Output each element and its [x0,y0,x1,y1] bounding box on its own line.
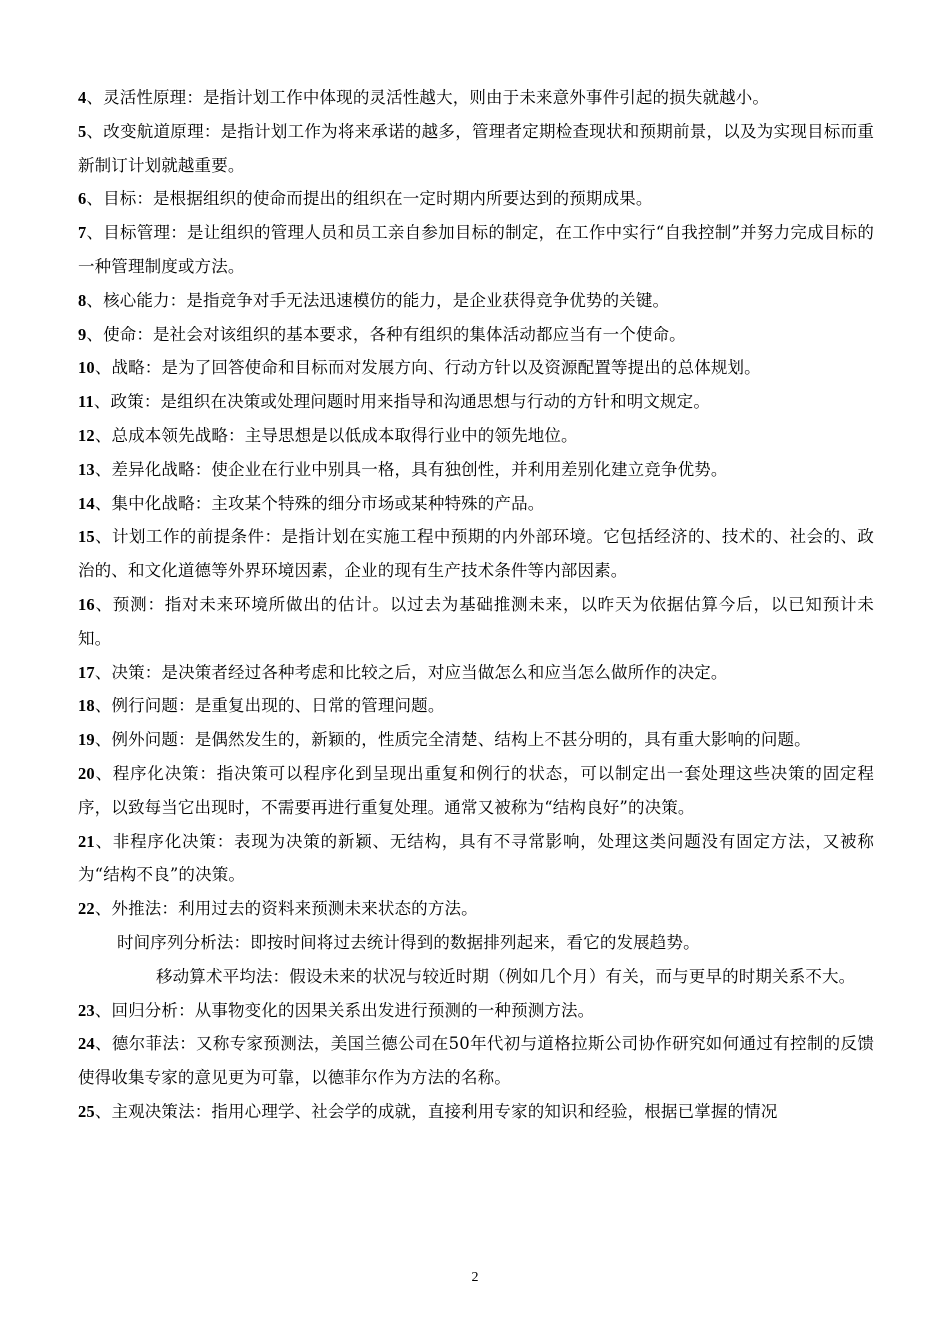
entry-text: 是社会对该组织的基本要求，各种有组织的集体活动都应当有一个使命。 [153,324,686,344]
definition-entry-13 [78,453,874,487]
sub-entry-text: 移动算术平均法：假设未来的状况与较近时期（例如几个月）有关，而与更早的时期关系不大。 [156,966,856,986]
entry-text: 又称专家预测法，美国兰德公司在50年代初与道格拉斯公司协作研究如何通过有控制的反馈使得收集专家的意见更为可靠，以德菲尔作为方法的名称。 [78,1034,874,1088]
entry-text: 指对未来环境所做出的估计。以过去为基础推测未来，以昨天为依据估算今后，以已知预计未知。 [78,594,874,648]
entry-number: 25 [78,1101,95,1121]
entry-colon: ： [186,88,203,107]
entry-separator: 、 [94,1101,112,1121]
entry-colon: ： [194,459,212,479]
definition-entry-4 [78,81,874,115]
entry-number: 11 [78,392,94,412]
page-number: 2 [471,1270,479,1285]
definition-entry-11 [78,385,874,419]
entry-colon: ： [144,662,162,682]
definition-entry-19 [78,723,874,757]
entry-number: 7 [78,223,87,243]
entry-colon: ： [216,831,235,851]
entry-term: 目标 [103,189,137,209]
entry-term: 非程序化决策 [112,831,217,851]
entry-separator: 、 [94,527,113,547]
entry-number: 12 [78,425,95,445]
sub-definition-moving-average [78,960,874,994]
entry-colon: ： [161,899,179,919]
entry-term: 回归分析 [111,1000,179,1020]
entry-number: 16 [78,594,95,614]
entry-number: 6 [78,189,87,209]
entry-text: 是指计划工作中体现的灵活性越大，则由于未来意外事件引起的损失就越小。 [202,88,770,107]
definition-entry-16 [78,588,874,656]
entry-text: 利用过去的资料来预测未来状态的方法。 [178,899,478,919]
entry-text: 主导思想是以低成本取得行业中的领先地位。 [244,425,578,445]
entry-number: 14 [78,493,95,513]
entry-separator: 、 [86,223,104,243]
sub-entry-text: 时间序列分析法：即按时间将过去统计得到的数据排列起来，看它的发展趋势。 [117,932,700,952]
entry-number: 20 [78,763,95,783]
definition-entry-14 [78,487,874,521]
entry-text: 是指计划工作为将来承诺的越多，管理者定期检查现状和预期前景，以及为实现目标而重新制订计划就越重要。 [78,121,874,175]
definition-entry-12 [78,419,874,453]
entry-separator: 、 [94,594,113,614]
entry-separator: 、 [94,1000,112,1020]
entry-number: 15 [78,527,95,547]
entry-colon: ： [264,527,282,547]
entry-term: 德尔菲法 [111,1034,180,1054]
entry-number: 10 [78,358,95,378]
entry-number: 13 [78,459,95,479]
entry-term: 例行问题 [111,696,179,716]
entry-text: 从事物变化的因果关系出发进行预测的一种预测方法。 [194,1000,595,1020]
entry-term: 使命 [103,324,137,344]
entry-separator: 、 [94,899,112,919]
entry-term: 目标管理 [103,223,171,243]
entry-term: 集中化战略 [111,493,195,513]
entry-text: 指决策可以程序化到呈现出重复和例行的状态，可以制定出一套处理这些决策的固定程序，以致每当它出现时，不需要再进行重复处理。通常又被称为“结构良好”的决策。 [78,763,875,817]
entry-colon: ： [144,358,162,378]
entry-separator: 、 [94,459,112,479]
definition-entry-5 [78,115,874,183]
entry-colon: ： [178,1000,195,1020]
entry-separator: 、 [94,831,113,851]
entry-separator: 、 [93,392,111,412]
entry-separator: 、 [86,189,104,209]
entry-term: 决策 [111,662,145,682]
entry-separator: 、 [94,1034,112,1054]
entry-text: 主攻某个特殊的细分市场或某种特殊的产品。 [211,493,545,513]
entry-text: 是重复出现的、日常的管理问题。 [194,696,445,716]
entry-colon: ： [194,1101,212,1121]
definition-entry-25 [78,1095,874,1129]
entry-term: 战略 [111,358,145,378]
entry-number: 22 [78,899,95,919]
sub-definition-time-series [78,926,874,960]
entry-term: 程序化决策 [112,763,200,783]
entry-separator: 、 [94,696,112,716]
entry-colon: ： [136,324,154,344]
entry-number: 8 [78,290,87,310]
entry-separator: 、 [94,425,112,445]
entry-separator: 、 [86,88,104,107]
entry-separator: 、 [94,763,113,783]
entry-term: 例外问题 [111,730,179,750]
entry-term: 计划工作的前提条件 [112,527,265,547]
entry-text: 使企业在行业中别具一格，具有独创性，并利用差别化建立竞争优势。 [211,459,728,479]
entry-separator: 、 [86,290,104,310]
entry-separator: 、 [94,358,112,378]
entry-term: 核心能力 [103,290,170,310]
entry-colon: ： [179,1034,197,1054]
entry-term: 总成本领先战略 [111,425,229,445]
entry-separator: 、 [86,324,104,344]
entry-text: 是根据组织的使命而提出的组织在一定时期内所要达到的预期成果。 [153,189,653,209]
entry-number: 9 [78,324,87,344]
entry-colon: ： [143,392,161,412]
entry-number: 19 [78,730,95,750]
entry-term: 外推法 [111,899,162,919]
entry-number: 24 [78,1034,95,1054]
entry-separator: 、 [94,493,112,513]
entry-term: 灵活性原理 [103,88,187,107]
definition-entry-17 [78,656,874,690]
entry-number: 4 [78,88,87,107]
entry-colon: ： [147,594,165,614]
entry-text: 表现为决策的新颖、无结构，具有不寻常影响，处理这类问题没有固定方法，又被称为“结构不良”的决策。 [78,831,874,885]
entry-text: 是组织在决策或处理问题时用来指导和沟通思想与行动的方针和明文规定。 [160,392,710,412]
entry-term: 政策 [110,392,144,412]
definition-entry-18 [78,689,874,723]
entry-text: 是决策者经过各种考虑和比较之后，对应当做怎么和应当怎么做所作的决定。 [161,662,728,682]
entry-separator: 、 [94,730,112,750]
entry-number: 21 [78,831,95,851]
entry-term: 改变航道原理 [103,121,204,141]
definition-entry-15 [78,520,874,588]
entry-colon: ： [136,189,154,209]
entry-number: 5 [78,121,87,141]
entry-term: 主观决策法 [111,1101,195,1121]
entry-term: 预测 [112,594,148,614]
entry-term: 差异化战略 [111,459,195,479]
definition-entry-20 [78,757,874,825]
entry-number: 17 [78,662,95,682]
entry-text: 指用心理学、社会学的成就，直接利用专家的知识和经验，根据已掌握的情况 [211,1101,778,1121]
entry-colon: ： [199,763,217,783]
definition-entry-10 [78,351,874,385]
entry-text: 是指计划在实施工程中预期的内外部环境。它包括经济的、技术的、社会的、政治的、和文化道德等外界环境因素，企业的现有生产技术条件等内部因素。 [78,527,875,581]
entry-text: 是为了回答使命和目标而对发展方向、行动方针以及资源配置等提出的总体规划。 [161,358,761,378]
definition-entry-22 [78,892,874,926]
definitions-list [78,81,874,1129]
entry-number: 23 [78,1000,95,1020]
entry-text: 是偶然发生的，新颖的，性质完全清楚、结构上不甚分明的，具有重大影响的问题。 [194,730,811,750]
entry-colon: ： [228,425,245,445]
definition-entry-24 [78,1027,874,1095]
entry-colon: ： [203,121,221,141]
definition-entry-7 [78,216,874,284]
entry-separator: 、 [94,662,112,682]
definition-entry-9 [78,318,874,352]
entry-number: 18 [78,696,95,716]
definition-entry-23 [78,994,874,1028]
definition-entry-8 [78,284,874,318]
entry-colon: ： [170,223,187,243]
entry-colon: ： [178,696,195,716]
entry-separator: 、 [86,121,104,141]
entry-colon: ： [178,730,195,750]
entry-text: 是让组织的管理人员和员工亲自参加目标的制定，在工作中实行“自我控制”并努力完成目标的一种管理制度或方法。 [78,223,874,276]
entry-colon: ： [194,493,212,513]
entry-colon: ： [169,290,187,310]
definition-entry-21 [78,825,874,893]
definition-entry-6 [78,182,874,216]
entry-text: 是指竞争对手无法迅速模仿的能力，是企业获得竞争优势的关键。 [186,290,670,310]
